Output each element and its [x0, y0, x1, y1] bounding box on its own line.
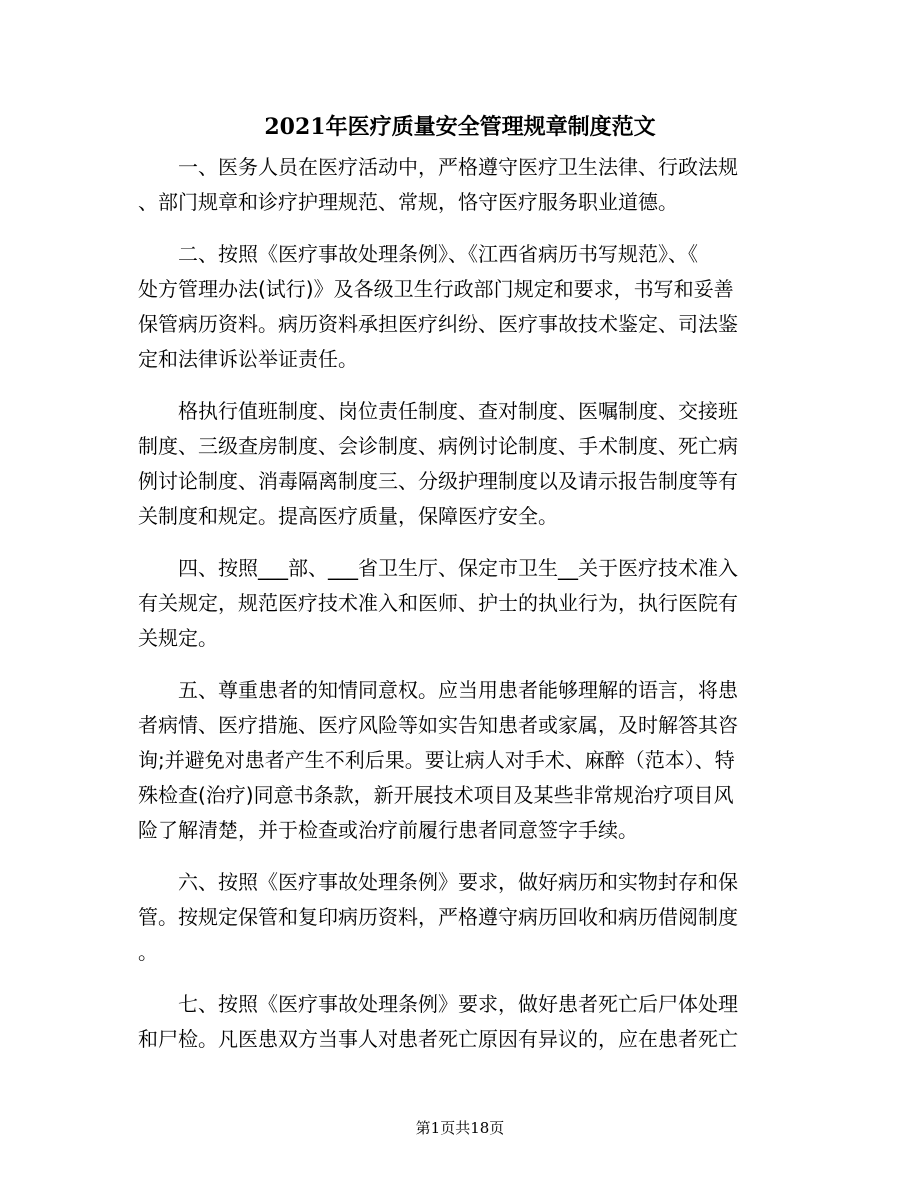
paragraph-gap — [138, 377, 782, 394]
document-title: 2021年医疗质量安全管理规章制度范文 — [264, 114, 656, 140]
text-line: 二、按照《医疗事故处理条例》、《江西省病历书写规范》、《 — [138, 242, 698, 266]
text-line: 询;并避免对患者产生不利后果。要让病人对手术、麻醉（范本）、特 — [138, 748, 735, 772]
text-line: 保管病历资料。病历资料承担医疗纠纷、医疗事故技术鉴定、司法鉴 — [138, 312, 738, 336]
paragraph — [138, 673, 782, 848]
paragraph-gap — [138, 220, 782, 237]
paragraph-gap — [138, 656, 782, 673]
paragraph — [138, 237, 782, 377]
paragraph-gap — [138, 848, 782, 865]
text-line: 定和法律诉讼举证责任。 — [138, 347, 358, 371]
text-line: 七、按照《医疗事故处理条例》要求，做好患者死亡后尸体处理 — [138, 992, 738, 1016]
paragraph — [138, 394, 782, 534]
text-line: 管。按规定保管和复印病历资料，严格遵守病历回收和病历借阅制度 — [138, 905, 738, 929]
text-line: 四、按照___部、___省卫生厅、保定市卫生__关于医疗技术准入 — [138, 556, 738, 580]
text-line: 、部门规章和诊疗护理规范、常规，恪守医疗服务职业道德。 — [138, 190, 678, 214]
page-number-footer: 第1页共18页 — [415, 1119, 505, 1137]
text-line: 例讨论制度、消毒隔离制度三、分级护理制度以及请示报告制度等有 — [138, 469, 738, 493]
paragraph — [138, 551, 782, 656]
text-line: 关制度和规定。提高医疗质量，保障医疗安全。 — [138, 504, 558, 528]
paragraph — [138, 865, 782, 970]
text-line: 有关规定，规范医疗技术准入和医师、护士的执业行为，执行医院有 — [138, 591, 738, 615]
paragraph-gap — [138, 970, 782, 987]
text-line: 格执行值班制度、岗位责任制度、查对制度、医嘱制度、交接班 — [138, 399, 738, 423]
paragraph — [138, 150, 782, 220]
text-line: 殊检查(治疗)同意书条款，新开展技术项目及某些非常规治疗项目风 — [138, 783, 734, 807]
text-line: 制度、三级查房制度、会诊制度、病例讨论制度、手术制度、死亡病 — [138, 434, 738, 458]
text-line: 关规定。 — [138, 626, 218, 650]
text-line: 和尸检。凡医患双方当事人对患者死亡原因有异议的，应在患者死亡 — [138, 1027, 738, 1051]
paragraph-gap — [138, 534, 782, 551]
text-line: 一、医务人员在医疗活动中，严格遵守医疗卫生法律、行政法规 — [138, 155, 738, 179]
text-line: 险了解清楚，并于检查或治疗前履行患者同意签字手续。 — [138, 818, 638, 842]
text-line: 处方管理办法(试行)》及各级卫生行政部门规定和要求，书写和妥善 — [138, 277, 734, 301]
text-line: 五、尊重患者的知情同意权。应当用患者能够理解的语言，将患 — [138, 678, 738, 702]
text-line: 六、按照《医疗事故处理条例》要求，做好病历和实物封存和保 — [138, 870, 738, 894]
text-line: 者病情、医疗措施、医疗风险等如实告知患者或家属，及时解答其咨 — [138, 713, 738, 737]
text-line: 。 — [138, 940, 158, 964]
document-body — [138, 150, 782, 1057]
paragraph — [138, 987, 782, 1057]
